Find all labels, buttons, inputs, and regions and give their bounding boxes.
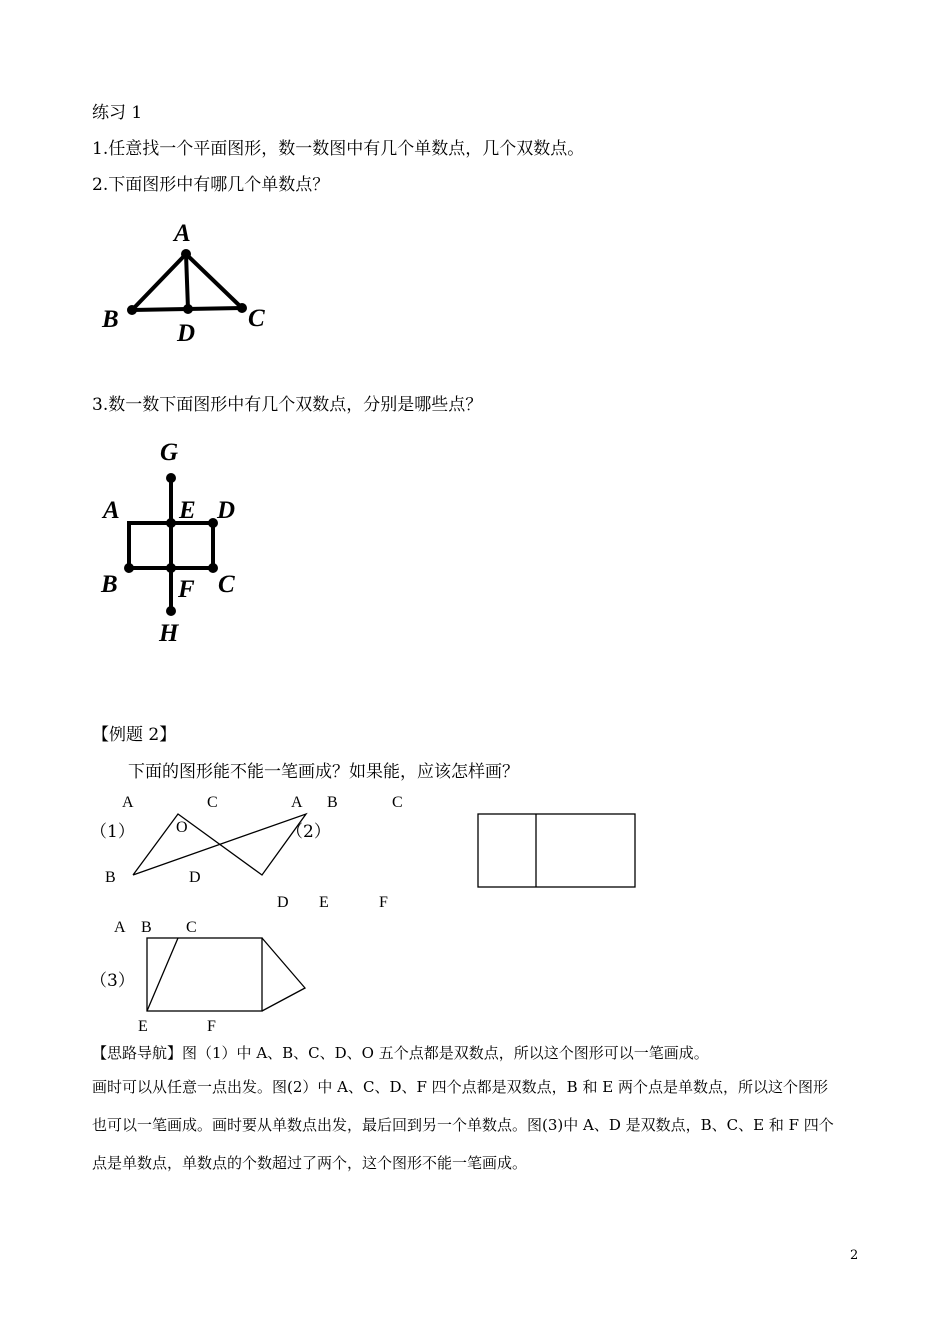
triangle-label-c: C [248,305,265,332]
example-heading: 【例题 2】 [92,725,177,745]
fig3-label-c: C [186,919,197,936]
fig1-label-b: B [105,869,116,886]
fig2-label-f: F [379,894,388,911]
fig1-label-a: A [122,794,134,811]
exercise-heading: 练习 1 [92,103,143,123]
fig2-label-d: D [277,894,289,911]
solution-line-1 [92,1042,709,1063]
triangle-label-a: A [174,220,191,247]
cross-label-b: B [101,571,118,598]
cross-label-d: D [217,497,236,524]
figure-1-zigzag [133,814,306,875]
page-number: 2 [850,1248,859,1263]
example-question: 下面的图形能不能一笔画成？如果能，应该怎样画？ [128,762,519,782]
triangle-label-b: B [102,306,119,333]
fig1-label-c: C [207,794,218,811]
figure-2-rectangle [478,814,635,887]
fig3-label-a: A [114,919,126,936]
exercise-question-2: 2.下面图形中有哪几个单数点？ [92,175,330,195]
triangle-label-d: D [177,320,196,347]
exercise-question-3: 3.数一数下面图形中有几个双数点，分别是哪些点？ [92,395,483,415]
solution-text-1: 图（1）中 A、B、C、D、O 五个点都是双数点，所以这个图形可以一笔画成。 [182,1044,709,1062]
cross-label-g: G [160,439,179,466]
fig2-label-c: C [392,794,403,811]
cross-label-c: C [218,571,235,598]
cross-label-a: A [103,497,120,524]
fig3-label-e: E [138,1018,148,1035]
fig2-label-a: A [291,794,303,811]
cross-label-h: H [159,620,179,647]
exercise-question-1: 1.任意找一个平面图形，数一数图中有几个单数点，几个双数点。 [92,139,585,159]
fig3-label-b: B [141,919,152,936]
fig1-number: （1） [90,822,135,842]
fig2-label-e: E [319,894,329,911]
fig1-label-d: D [189,869,201,886]
cross-label-e: E [179,497,196,524]
fig3-label-f: F [207,1018,216,1035]
solution-line-4: 点是单数点，单数点的个数超过了两个，这个图形不能一笔画成。 [92,1154,528,1172]
fig2-number: （2） [286,822,331,842]
fig3-number: （3） [90,971,135,991]
solution-line-2: 画时可以从任意一点出发。图(2）中 A、C、D、F 四个点都是双数点，B 和 E 两个点是单数点，所以这个图形 [92,1078,828,1096]
fig2-label-b: B [327,794,338,811]
solution-line-3: 也可以一笔画成。画时要从单数点出发，最后回到另一个单数点。图(3)中 A、D 是双数点，B、C、E 和 F 四个 [92,1116,834,1134]
fig1-label-o: O [176,819,188,836]
figure-3-shape [147,938,305,1011]
cross-label-f: F [178,576,195,603]
solution-tag: 【思路导航】 [92,1044,183,1062]
